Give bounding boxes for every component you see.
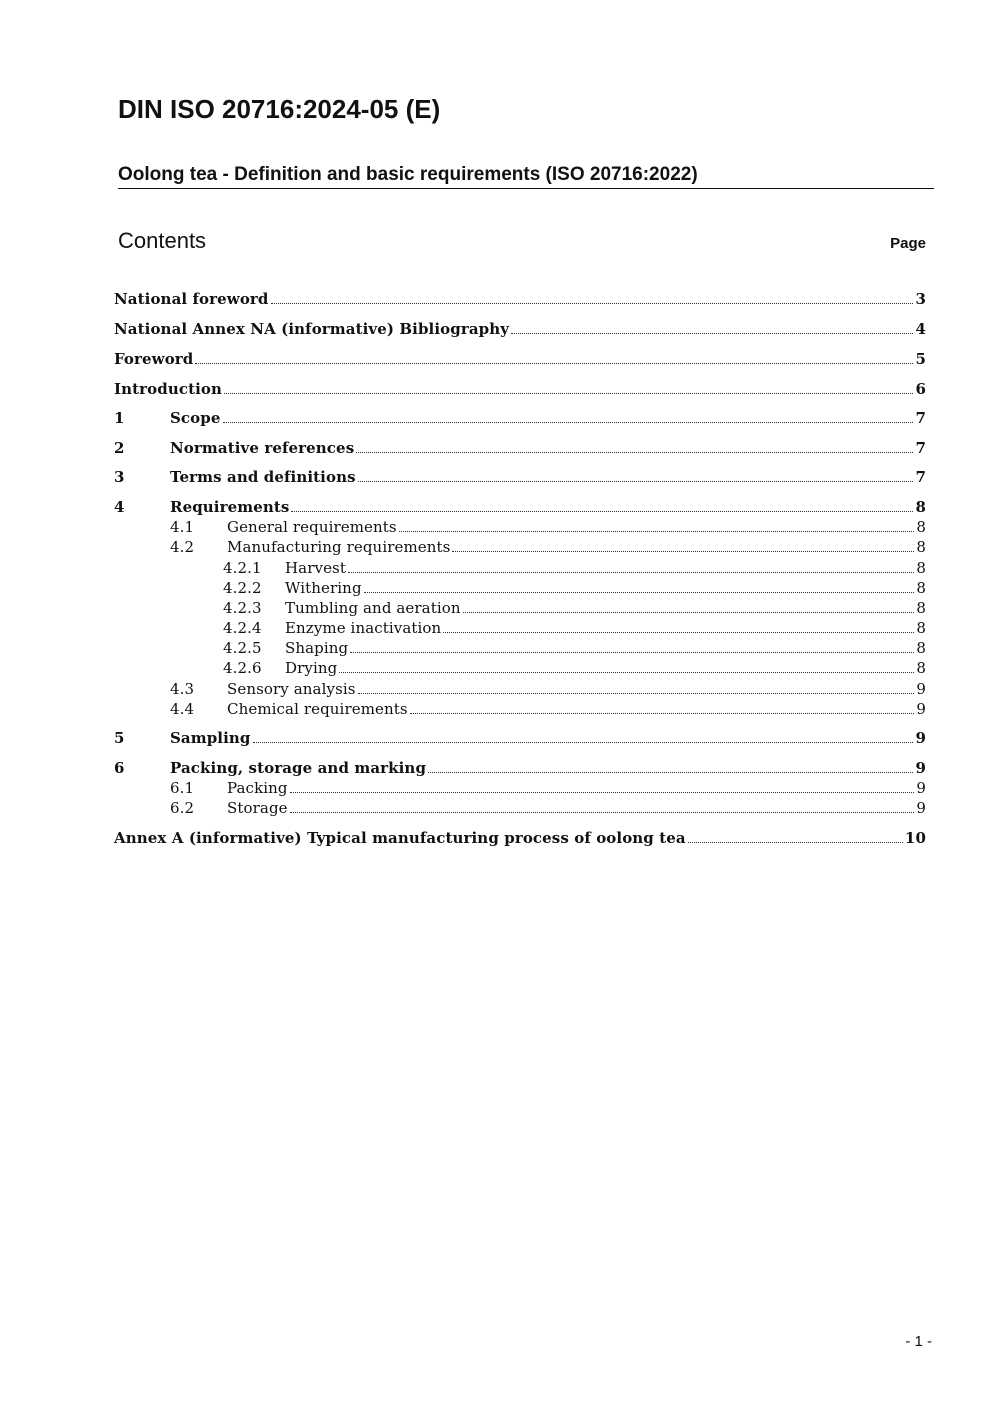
toc-entry-title: Introduction xyxy=(114,380,223,398)
toc-entry-withering[interactable] xyxy=(114,578,926,598)
toc-entry-harvest[interactable] xyxy=(114,558,926,578)
toc-entry-page: 3 xyxy=(915,290,926,308)
toc-entry-number: 4.4 xyxy=(170,700,195,718)
toc-leader-dots xyxy=(195,362,913,364)
toc-entry-requirements[interactable] xyxy=(114,497,926,517)
toc-leader-dots xyxy=(463,611,915,613)
toc-entry-number: 4.2.6 xyxy=(223,659,262,677)
toc-entry-page: 7 xyxy=(915,409,926,427)
toc-entry-number: 1 xyxy=(114,409,125,427)
toc-entry-title: Annex A (informative) Typical manufacturing process of oolong tea xyxy=(114,829,686,847)
toc-entry-scope[interactable] xyxy=(114,408,926,428)
toc-entry-chemical-requirements[interactable] xyxy=(114,699,926,719)
toc-entry-page: 6 xyxy=(915,380,926,398)
toc-entry-title: National foreword xyxy=(114,290,269,308)
toc-entry-page: 8 xyxy=(915,498,926,516)
toc-leader-dots xyxy=(452,550,914,552)
toc-entry-page: 10 xyxy=(904,829,926,847)
toc-entry-title: Normative references xyxy=(170,439,355,457)
toc-leader-dots xyxy=(224,392,913,394)
toc-entry-title: Enzyme inactivation xyxy=(285,619,442,637)
toc-entry-number: 4.2.4 xyxy=(223,619,262,637)
toc-entry-title: Withering xyxy=(285,579,362,597)
toc-entry-number: 4.2 xyxy=(170,538,195,556)
toc-entry-page: 5 xyxy=(915,350,926,368)
toc-leader-dots xyxy=(688,841,903,843)
toc-entry-annex-a[interactable] xyxy=(114,828,926,848)
toc-leader-dots xyxy=(223,421,914,423)
toc-entry-page: 9 xyxy=(916,680,926,698)
toc-leader-dots xyxy=(511,332,913,334)
toc-entry-title: Scope xyxy=(170,409,221,427)
document-id: DIN ISO 20716:2024-05 (E) xyxy=(118,94,441,124)
toc-entry-drying[interactable] xyxy=(114,658,926,678)
toc-entry-page: 9 xyxy=(915,759,926,777)
toc-entry-number: 6.1 xyxy=(170,779,195,797)
toc-entry-foreword[interactable] xyxy=(114,349,926,369)
toc-leader-dots xyxy=(339,671,914,673)
toc-entry-page: 8 xyxy=(916,599,926,617)
toc-entry-title: National Annex NA (informative) Bibliography xyxy=(114,320,510,338)
toc-entry-page: 8 xyxy=(916,559,926,577)
toc-entry-normative-references[interactable] xyxy=(114,438,926,458)
toc-leader-dots xyxy=(290,811,915,813)
toc-entry-title: Shaping xyxy=(285,639,349,657)
toc-entry-packing-storage-marking[interactable] xyxy=(114,758,926,778)
toc-leader-dots xyxy=(253,741,914,743)
toc-entry-page: 4 xyxy=(915,320,926,338)
toc-entry-title: Storage xyxy=(227,799,288,817)
toc-entry-page: 7 xyxy=(915,468,926,486)
toc-entry-page: 8 xyxy=(916,639,926,657)
toc-entry-number: 6.2 xyxy=(170,799,195,817)
toc-entry-title: General requirements xyxy=(227,518,397,536)
toc-entry-title: Drying xyxy=(285,659,338,677)
toc-entry-number: 4.2.3 xyxy=(223,599,262,617)
toc-leader-dots xyxy=(358,692,915,694)
toc-entry-title: Chemical requirements xyxy=(227,700,408,718)
toc-entry-title: Packing, storage and marking xyxy=(170,759,427,777)
page-column-label: Page xyxy=(890,235,926,252)
toc-entry-number: 3 xyxy=(114,468,125,486)
toc-entry-enzyme-inactivation[interactable] xyxy=(114,618,926,638)
toc-leader-dots xyxy=(358,480,914,482)
toc-leader-dots xyxy=(428,771,913,773)
page-number: - 1 - xyxy=(905,1333,932,1350)
toc-leader-dots xyxy=(356,451,913,453)
toc-entry-national-foreword[interactable] xyxy=(114,289,926,309)
toc-entry-sensory-analysis[interactable] xyxy=(114,679,926,699)
toc-leader-dots xyxy=(410,712,915,714)
toc-entry-number: 5 xyxy=(114,729,125,747)
toc-entry-page: 9 xyxy=(916,700,926,718)
toc-entry-number: 4.3 xyxy=(170,680,195,698)
toc-entry-page: 8 xyxy=(916,518,926,536)
toc-entry-introduction[interactable] xyxy=(114,379,926,399)
toc-entry-number: 4.2.5 xyxy=(223,639,262,657)
toc-entry-page: 8 xyxy=(916,619,926,637)
toc-entry-title: Packing xyxy=(227,779,288,797)
toc-entry-storage[interactable] xyxy=(114,798,926,818)
toc-entry-sampling[interactable] xyxy=(114,728,926,748)
toc-entry-page: 9 xyxy=(916,779,926,797)
toc-entry-title: Sampling xyxy=(170,729,251,747)
toc-entry-tumbling-aeration[interactable] xyxy=(114,598,926,618)
toc-leader-dots xyxy=(350,651,914,653)
toc-entry-number: 4.1 xyxy=(170,518,195,536)
toc-entry-title: Manufacturing requirements xyxy=(227,538,451,556)
toc-leader-dots xyxy=(291,510,913,512)
toc-leader-dots xyxy=(443,631,914,633)
toc-entry-number: 6 xyxy=(114,759,125,777)
contents-heading: Contents xyxy=(118,228,207,253)
toc-entry-title: Sensory analysis xyxy=(227,680,356,698)
toc-entry-title: Requirements xyxy=(170,498,290,516)
toc-leader-dots xyxy=(364,591,915,593)
toc-entry-number: 4.2.2 xyxy=(223,579,262,597)
toc-entry-page: 9 xyxy=(915,729,926,747)
toc-entry-page: 8 xyxy=(916,659,926,677)
toc-entry-shaping[interactable] xyxy=(114,638,926,658)
toc-leader-dots xyxy=(290,791,915,793)
toc-entry-number: 2 xyxy=(114,439,125,457)
toc-entry-title: Tumbling and aeration xyxy=(285,599,461,617)
document-subtitle: Oolong tea - Definition and basic requirements (ISO 20716:2022) xyxy=(118,164,934,189)
toc-entry-terms-definitions[interactable] xyxy=(114,467,926,487)
toc-leader-dots xyxy=(271,302,914,304)
toc-entry-packing[interactable] xyxy=(114,778,926,798)
toc-entry-title: Terms and definitions xyxy=(170,468,356,486)
toc-entry-number: 4.2.1 xyxy=(223,559,262,577)
toc-entry-page: 8 xyxy=(916,579,926,597)
toc-entry-page: 8 xyxy=(916,538,926,556)
toc-leader-dots xyxy=(399,530,915,532)
toc-entry-national-annex[interactable] xyxy=(114,319,926,339)
toc-entry-page: 9 xyxy=(916,799,926,817)
toc-entry-general-requirements[interactable] xyxy=(114,517,926,537)
toc-entry-number: 4 xyxy=(114,498,125,516)
toc-entry-title: Harvest xyxy=(285,559,346,577)
toc-entry-manufacturing-requirements[interactable] xyxy=(114,537,926,557)
toc-entry-page: 7 xyxy=(915,439,926,457)
toc-entry-title: Foreword xyxy=(114,350,194,368)
toc-leader-dots xyxy=(348,571,914,573)
